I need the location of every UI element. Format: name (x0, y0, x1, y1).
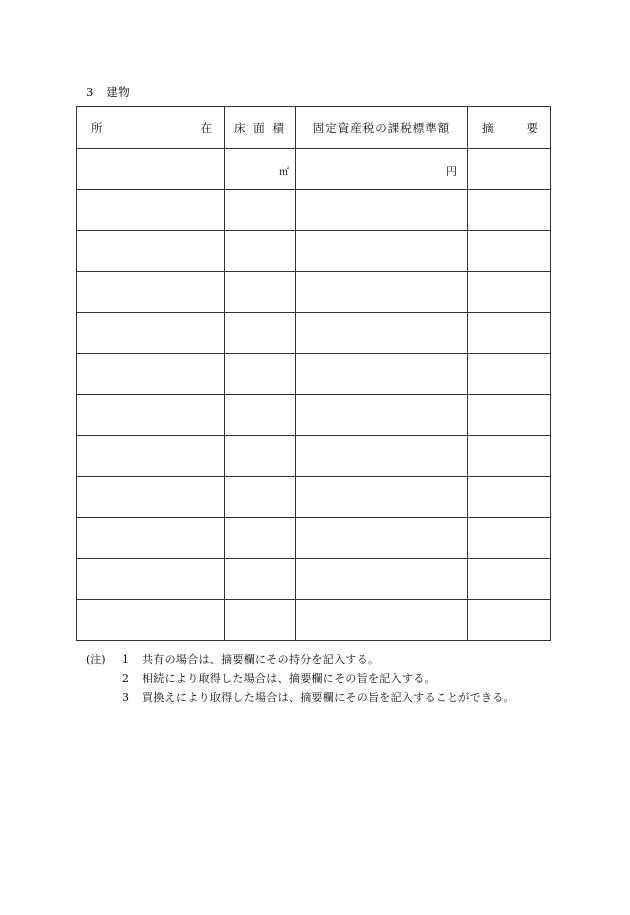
cell-assessed-value[interactable] (296, 272, 468, 313)
note-number: 1 (122, 653, 129, 666)
note-item (86, 650, 515, 669)
table-row (77, 190, 551, 231)
cell-location[interactable] (77, 600, 225, 641)
cell-location[interactable] (77, 313, 225, 354)
cell-summary[interactable] (468, 231, 551, 272)
header-location-right: 在 (200, 120, 212, 135)
cell-summary[interactable] (468, 354, 551, 395)
cell-location[interactable] (77, 354, 225, 395)
cell-assessed-value[interactable] (296, 477, 468, 518)
note-number: 2 (122, 672, 129, 685)
cell-summary[interactable] (468, 559, 551, 600)
cell-summary[interactable] (468, 600, 551, 641)
cell-floor-area[interactable] (225, 313, 296, 354)
header-summary-right: 要 (526, 120, 538, 135)
cell-floor-area[interactable] (225, 477, 296, 518)
section-number: 3 (86, 85, 94, 99)
cell-assessed-value[interactable] (296, 354, 468, 395)
unit-yen: 円 (446, 165, 457, 178)
cell-floor-area[interactable] (225, 272, 296, 313)
section-heading (86, 84, 130, 100)
cell-floor-area[interactable] (225, 190, 296, 231)
table-row (77, 600, 551, 641)
table-row (77, 231, 551, 272)
cell-floor-area[interactable] (225, 395, 296, 436)
header-floor-area: 床 面 積 (225, 107, 296, 149)
cell-location[interactable] (77, 149, 225, 190)
table-row (77, 313, 551, 354)
cell-summary[interactable] (468, 272, 551, 313)
cell-location[interactable] (77, 559, 225, 600)
header-location-left: 所 (91, 120, 103, 135)
cell-location[interactable] (77, 477, 225, 518)
cell-floor-area[interactable] (225, 600, 296, 641)
note-item (86, 688, 515, 707)
cell-summary[interactable] (468, 436, 551, 477)
table-row (77, 395, 551, 436)
table-row (77, 518, 551, 559)
cell-floor-area[interactable] (225, 436, 296, 477)
cell-location[interactable] (77, 272, 225, 313)
cell-assessed-value[interactable] (296, 313, 468, 354)
cell-assessed-value[interactable] (296, 518, 468, 559)
notes-block (86, 650, 515, 707)
note-number: 3 (122, 691, 129, 704)
cell-assessed-value[interactable] (296, 190, 468, 231)
cell-summary[interactable] (468, 518, 551, 559)
cell-location[interactable] (77, 436, 225, 477)
building-table (76, 106, 551, 641)
cell-summary[interactable] (468, 149, 551, 190)
cell-location[interactable] (77, 231, 225, 272)
header-location (77, 107, 225, 149)
note-item (86, 669, 515, 688)
note-text: 共有の場合は、摘要欄にその持分を記入する。 (142, 653, 380, 666)
table-row (77, 559, 551, 600)
cell-floor-area[interactable] (225, 149, 296, 190)
unit-square-meter: ㎡ (279, 167, 289, 178)
cell-summary[interactable] (468, 313, 551, 354)
cell-assessed-value[interactable] (296, 559, 468, 600)
header-summary-left: 摘 (482, 120, 494, 135)
table-row (77, 436, 551, 477)
header-summary (468, 107, 551, 149)
cell-assessed-value[interactable] (296, 231, 468, 272)
table-row (77, 149, 551, 190)
note-text: 買換えにより取得した場合は、摘要欄にその旨を記入することができる。 (142, 691, 515, 704)
cell-assessed-value[interactable] (296, 395, 468, 436)
cell-floor-area[interactable] (225, 518, 296, 559)
cell-summary[interactable] (468, 190, 551, 231)
table-row (77, 477, 551, 518)
note-text: 相続により取得した場合は、摘要欄にその旨を記入する。 (142, 672, 436, 685)
cell-floor-area[interactable] (225, 231, 296, 272)
cell-assessed-value[interactable] (296, 600, 468, 641)
header-assessed-value: 固定資産税の課税標準額 (296, 107, 468, 149)
cell-summary[interactable] (468, 395, 551, 436)
notes-label: (注) (86, 653, 106, 666)
cell-assessed-value[interactable] (296, 436, 468, 477)
cell-assessed-value[interactable] (296, 149, 468, 190)
cell-floor-area[interactable] (225, 354, 296, 395)
cell-location[interactable] (77, 518, 225, 559)
table-header-row (77, 107, 551, 149)
cell-location[interactable] (77, 395, 225, 436)
cell-location[interactable] (77, 190, 225, 231)
section-title: 建物 (106, 85, 131, 99)
cell-summary[interactable] (468, 477, 551, 518)
table-row (77, 354, 551, 395)
table-row (77, 272, 551, 313)
cell-floor-area[interactable] (225, 559, 296, 600)
